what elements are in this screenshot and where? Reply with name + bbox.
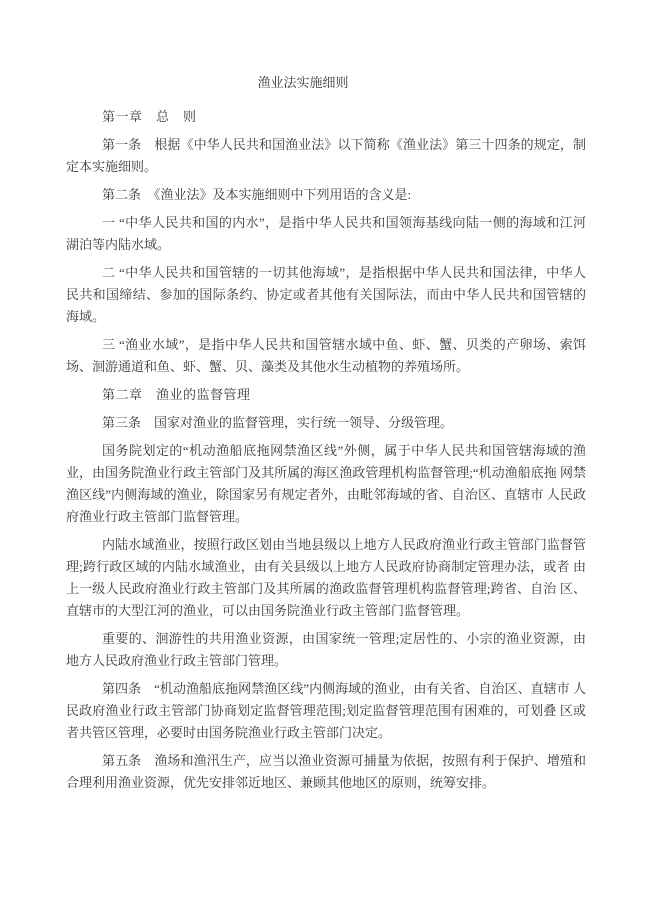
chapter-heading-2: 第二章 渔业的监督管理 [102, 387, 251, 402]
body-paragraph-3: 重要的、洄游性的共用渔业资源，由国家统一管理;定居性的、小宗的渔业资源，由 地方人民政府渔业行政主管部门管理。 [66, 631, 586, 668]
article-1-paragraph: 第一条 根据《中华人民共和国渔业法》以下简称《渔业法》第三十四条的规定，制 定本实施细则。 [66, 137, 586, 174]
body-paragraph-1: 国务院划定的“机动渔船底拖网禁渔区线”外侧，属于中华人民共和国管辖海域的渔业，由国务院渔业行政主管部门及其所属的海区渔政管理机构监督管理;“机动渔船底拖 网禁渔区线”内侧海域的渔业，除国家另有规定者外，由毗邻海域的省、自治区、直辖市 人民政府渔业行政主管部门监督管理。 [66, 443, 586, 524]
definition-item-1: 一 “中华人民共和国的内水”，是指中华人民共和国领海基线向陆一侧的海域和江河 湖泊等内陆水域。 [66, 215, 586, 252]
article-5-paragraph: 第五条 渔场和渔汛生产，应当以渔业资源可捕量为依据，按照有利于保护、增殖和 合理利用渔业资源，优先安排邻近地区、兼顾其他地区的原则，统筹安排。 [66, 753, 586, 790]
definition-item-2: 二 “中华人民共和国管辖的一切其他海域”，是指根据中华人民共和国法律，中华人 民共和国缔结、参加的国际条约、协定或者其他有关国际法，而由中华人民共和国管辖的 海域。 [66, 265, 586, 324]
definition-item-3: 三 “渔业水域”，是指中华人民共和国管辖水域中鱼、虾、蟹、贝类的产卵场、索饵 场、洄游通道和鱼、虾、蟹、贝、藻类及其他水生动植物的养殖场所。 [66, 337, 586, 374]
article-2-paragraph: 第二条 《渔业法》及本实施细则中下列用语的含义是: [102, 187, 412, 202]
article-4-paragraph: 第四条 “机动渔船底拖网禁渔区线”内侧海域的渔业，由有关省、自治区、直辖市 人民政府渔业行政主管部门协商划定监督管理范围;划定监督管理范围有困难的，可划叠 区或者共管区管理，必要时由国务院渔业行政主管部门决定。 [66, 681, 586, 740]
article-3-paragraph: 第三条 国家对渔业的监督管理，实行统一领导、分级管理。 [102, 415, 454, 430]
chapter-heading-1: 第一章 总 则 [102, 109, 197, 124]
body-paragraph-2: 内陆水域渔业，按照行政区划由当地县级以上地方人民政府渔业行政主管部门监督管理;跨行政区域的内陆水域渔业，由有关县级以上地方人民政府协商制定管理办法，或者 由上一级人民政府渔业行政主管部门及其所属的渔政监督管理机构监督管理;跨省、自治 区、直辖市的大型江河的渔业，可以由国务院渔业行政主管部门监督管理。 [66, 537, 586, 618]
document-title: 渔业法实施细则 [257, 75, 349, 90]
